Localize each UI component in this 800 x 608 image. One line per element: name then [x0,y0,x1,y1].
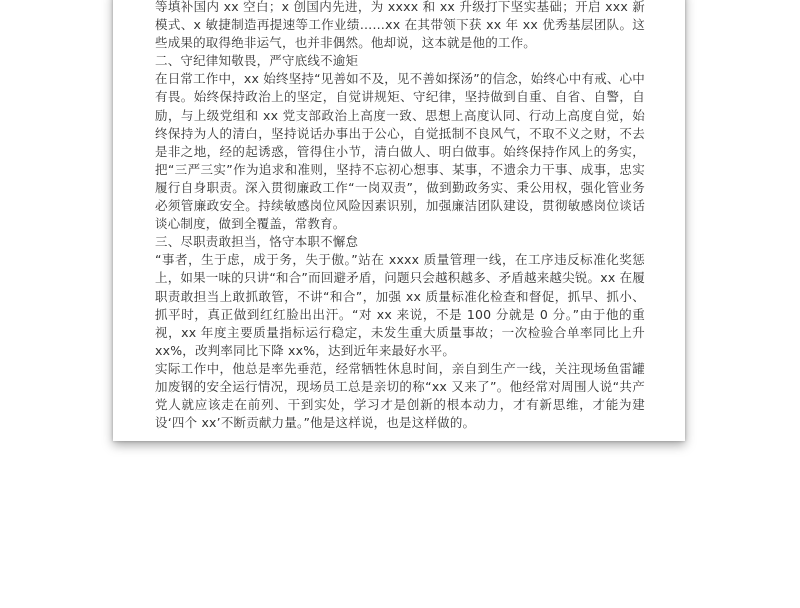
document-body [155,0,645,432]
document-page [113,0,685,441]
section-heading-3: 三、尽职责敢担当，恪守本职不懈怠 [155,234,359,250]
section-heading-2: 二、守纪律知敬畏，严守底线不逾矩 [155,53,359,69]
paragraph-achievements: 等填补国内 xx 空白；x 创国内先进，为 xxxx 和 xx 升级打下坚实基础；开启 xxx 新模式、x 敏捷制造再提速等工作业绩……xx 在其带领下获 xx 年 xx 优秀基层团队。这些成果的取得绝非运气，也并非偶然。他却说，这本就是他的工作。 [155,0,645,51]
paragraph-practice: 实际工作中，他总是率先垂范，经常牺牲休息时间，亲自到生产一线，关注现场鱼雷罐加废钢的安全运行情况，现场员工总是亲切的称“xx 又来了”。他经常对周围人说“共产党人就应该走在前列、干到实处，学习才是创新的根本动力，才有新思维，才能为建设‘四个 xx’不断贡献力量。”他是这样说，也是这样做的。 [155,360,645,431]
paragraph-discipline: 在日常工作中，xx 始终坚持“见善如不及，见不善如探汤”的信念，始终心中有戒、心中有畏。始终保持政治上的坚定，自觉讲规矩、守纪律，坚持做到自重、自省、自警，自励，与上级党组和 xx 党支部政治上高度一致、思想上高度认同、行动上高度自觉，始终保持为人的清白，坚持说话办事出于公心，自觉抵制不良风气，不取不义之财，不去是非之地，经的起诱惑，管得住小节，清白做人、明白做事。始终保持作风上的务实，把“三严三实”作为追求和准则，坚持不忘初心想事、某事，不遗余力干事、成事，忠实履行自身职责。深入贯彻廉政工作“一岗双责”，做到勤政务实、秉公用权，强化管业务必须管廉政安全。持续敏感岗位风险因素识别，加强廉洁团队建设，贯彻敏感岗位谈话谈心制度，做到全覆盖，常教育。 [155,71,645,232]
paragraph-responsibility: “事者，生于虑，成于务，失于傲。”站在 xxxx 质量管理一线，在工序违反标准化奖惩上，如果一味的只讲“和合”而回避矛盾，问题只会越积越多、矛盾越来越尖锐。xx 在履职责敢担当上敢抓敢管，不讲“和合”，加强 xx 质量标准化检查和督促，抓早、抓小、抓平时，真正做到红红脸出出汗。“对 xx 来说，不是 100 分就是 0 分。”由于他的重视，xx 年度主要质量指标运行稳定，未发生重大质量事故；一次检验合单率同比上升 xx%，改判率同比下降 xx%，达到近年来最好水平。 [155,252,645,358]
